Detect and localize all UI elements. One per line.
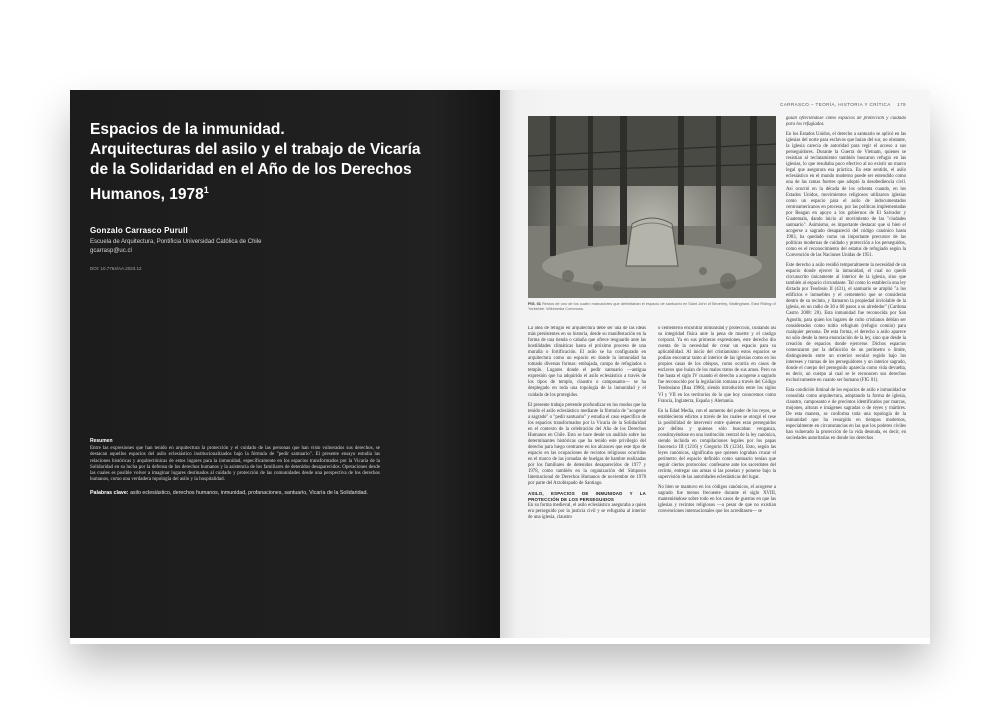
- keywords-label: Palabras clave:: [90, 489, 129, 496]
- paragraph: Este derecho a asilo residió temporalmente la necesidad de un espacio donde ejercer la inmunidad, el cual no quedó circunscrito únicamente al interior de la iglesia, sino que también al espacio circundante. Tal como lo establecía una ley dictada por Teodosio II (431), el santuario se amplió "a los edificios e inmuebles y el cementerio que se consideran dentro de su recinto, y llamaron la propiedad inviolable de la iglesia, en un radio de 30 a 60 pasos a su alrededor" (Cardona Castro 2008: 20). Esta inmunidad fue reconocida por San Agustín, para quien los lugares de culto cristianos debían ser considerados como tuitio refugium (refugio común) para cualquier persona. De esta forma, el derecho a asilo aparece no sólo desde la mera enunciación de la ley, sino que desde la creación de espacios donde ejercerse. Dichos espacios comenzaron por la definición de un perímetro o límite, distinguiendo entre un exterior secular regido bajo los intereses y tramas de los perseguidores y un interior sagrado, donde el cuerpo del perseguido aparecía como vida devuelta, es decir, un cuerpo al cual se le reconocen sus derechos exclusivamente en cuanto ser humano (FIG 01).: [786, 263, 906, 383]
- author-email: gcarrasp@uc.cl: [90, 248, 132, 254]
- figure-caption: [528, 301, 776, 311]
- doi: DOI: 10.7764/AA.2023.12: [90, 266, 142, 271]
- author-name: Gonzalo Carrasco Purull: [90, 226, 188, 235]
- paragraph: El presente trabajo pretende profundizar en los modos que ha tenido el asilo eclesiástico mediante la fórmula de "acogerse a sagrado" o "pedir santuario" y estudia el caso específico de los espacios transformados por la Vicaría de la Solidaridad en el contexto de la celebración del Año de los Derechos Humanos en Chile. Esto se hace desde un análisis sobre las determinantes históricas que ha tenido este privilegio del derecho para luego centrarse en los alcances que este tipo de espacio en las ocupaciones de recintos religiosos ocurridas en el marco de las jornadas de huelgas de hambre realizadas por los familiares de detenidos desaparecidos de 1977 y 1978, como también en la organización del Simposio Internacional de Derechos Humanos de noviembre de 1978 por parte del Arzobispado de Santiago.: [528, 402, 646, 487]
- article-title: [90, 120, 490, 205]
- sanctuary-marker-photo: [528, 116, 776, 298]
- author-affiliation: Escuela de Arquitectura, Pontificia Universidad Católica de Chile: [90, 239, 262, 245]
- title-line: Espacios de la inmunidad.: [90, 121, 285, 138]
- text-column-1: [528, 326, 646, 638]
- right-page: [500, 90, 930, 638]
- paragraph: o cementerio encontrar inmunidad y protección, cuidando así su integridad física ante la pena de muerte y el castigo corporal. Ya en sus primeras expresiones, este derecho dio cuenta de la necesidad de crear un espacio para su aplicabilidad. Al inicio del cristianismo estos espacios se podían encontrar tanto al interior de las iglesias como en los propios casas de los obispos, como ocurría en casos de esclavos que huían de los malos tratos de sus amos. Pero no fue hasta el siglo IV cuando el derecho a acogerse a sagrado fue reconocido por la legislación romana a través del Código Teodosiano (Rua 1986), siendo introducido entre los siglos VI y VII en los territorios de lo que hoy conocemos como Francia, Inglaterra, España y Alemania.: [658, 326, 776, 404]
- left-page: [70, 90, 500, 638]
- paragraph: La idea de refugio en arquitectura debe ser una de las ideas más persistentes en su historia, desde su manifestación en la forma de una tienda o cabaña que ofrece resguardo ante las hostilidades climáticas hasta el próximo proceso de una muralla o fortificación. El asilo se ha configurado en arquitectura como un espacio en donde la inmunidad ha tomado diversas formas: embajada, campo de refugiados o templo. Lugares donde el pedir santuario —antigua expresión que ha adquirido el asilo eclesiástico a través de los tipos de templo, claustro o camposanto— se ha desplegado en toda una topología de la inmunidad y el cuidado de los protegidos.: [528, 326, 646, 398]
- keywords-text: asilo eclesiástico, derechos humanos, inmunidad, profanaciones, santuario, Vicaría de la Solidaridad.: [130, 489, 368, 496]
- figure-photo: [528, 116, 776, 298]
- paragraph: Esta condición liminal de los espacios de asilo e inmunidad se consolida como arquitectura, adoptando la forma de iglesia, claustro, camposanto e de precintos identificados por marcas, mojones, alturas e imágenes sagradas o de reyes y mártires. De esta manera, se conforma toda una topología de la inmunidad que ha resurgido en tiempos modernos, especialmente en circunstancias en las que los poderes civiles han vulnerado la protección de la vida desnuda, es decir, en sociedades autoritarias en donde los derechos: [786, 388, 906, 442]
- page-number: 179: [897, 102, 906, 107]
- paragraph: En los Estados Unidos, el derecho a santuario se aplicó en las iglesias del norte para esclavos que huían del sur, no obstante, la iglesia carecía de autoridad para regir el acceso a sus perseguidores. Durante la Guerra de Vietnam, quienes se resistían al reclutamiento también buscaron refugio en las iglesias, lo que resultaba poco efectivo al no existir un marco legal que asegurara esa práctica. En este sentido, el asilo eclesiástico en el mundo moderno puede ser entendido como una de las ramas fuertes que adoptó la desobediencia civil. Así ocurrió en la década de los ochenta cuando, en los Estados Unidos, movimientos religiosos utilizaron iglesias como un espacio para el asilo de indocumentados centroamericanos en proceso, por las políticas implementadas por Reagan en apoyo a los gobiernos de El Salvador y Guatemala, dando inicio al movimiento de las "ciudades santuario". Asimismo, es importante destacar que si bien el acogerse a sagrado desapareció del código canónico hasta 1983, ha quedado como un importante precursor de las políticas modernas de cuidado y protección a los perseguidos, como es el reconocimiento del estatus de refugiado según la Convención de las Naciones Unidas de 1951.: [786, 132, 906, 259]
- caption-text: Restos de uno de los cuatro marcadores que delimitaban el espacio de santuario en Saint John of Beverley, Wallingham, East Riding of Yorkshire. Wikimedia Commons.: [528, 301, 776, 311]
- abstract-heading: Resumen: [90, 438, 113, 444]
- keywords: [90, 490, 380, 497]
- title-line: Arquitecturas del asilo y el trabajo de Vicaría: [90, 141, 421, 158]
- paragraph: guían ofreciéndose como espacios de protección y cuidado para los refugiados.: [786, 116, 906, 128]
- section-subheading: ASILO, ESPACIOS DE INMUNIDAD Y LA PROTECCIÓN DE LOS PERSEGUIDOS: [528, 491, 646, 502]
- caption-label: FIG. 01: [528, 301, 541, 306]
- title-line: [90, 180, 490, 205]
- paragraph: En su forma medieval, el asilo eclesiástico aseguraba a quien era perseguido por la justicia civil y se refugiaba al interior de una iglesia, claustro: [528, 503, 646, 521]
- running-head-text: CARRASCO – TEORÍA, HISTORIA Y CRÍTICA: [779, 102, 891, 107]
- footnote-marker: 1: [203, 185, 209, 195]
- title-line: de la Solidaridad en el Año de los Derechos: [90, 161, 412, 178]
- running-head: [780, 102, 906, 107]
- paragraph: En la Edad Media, con el aumento del poder de los reyes, se establecieron edictos a través de los cuales se otorgó el cese la posibilidad de intervenir entre quienes eran perseguidos por delitos y quienes sólo buscaban venganza, constituyéndose en una institución central de la ley canónica, siendo incluida en compilaciones legales por los papas Inocencio III (1216) y Gregorio IX (1234). Esto, según las leyes canónicas, significaba que quienes lograban cruzar el perímetro del espacio definido como santuario tenían que seguir ciertos protocolos: confesarse ante los sacerdotes del recinto, entregar sus armas si las poseían y ponerse bajo la supervisión de las autoridades eclesiásticas del lugar.: [658, 408, 776, 481]
- text-column-3: [786, 116, 906, 638]
- abstract-text: Entre las expresiones que han tenido en arquitectura la protección y el cuidado de las personas que han visto vulnerados sus derechos, se destacan aquellos espacios del asilo eclesiástico institucionalizados bajo la fórmula de "pedir santuario". El presente ensayo estudia las relaciones históricas y arquitectónicas de estos lugares para la inmunidad, específicamente en los espacios transformados por la Vicaría de la Solidaridad en su lucha por la defensa de los derechos humanos y la asistencia de los familiares de detenidos desaparecidos. Operaciones desde las cuales es posible volver a imaginar lugares destinados al cuidado y protección de las comunidades desde una perspectiva de los derechos humanos, como una verdadera topología del asilo y la hospitalidad.: [90, 446, 380, 483]
- paragraph: No bien se mantuvo en los códigos canónicos, el acogerse a sagrado fue menos frecuente durante el siglo XVIII, manteniéndose sobre todo en los casos de guerras en que las iglesias y recintos religiosos —a pesar de que no existían convenciones internacionales que los acreditasen— se: [658, 485, 776, 515]
- abstract: [90, 438, 380, 497]
- text-column-2: [658, 326, 776, 638]
- title-line-text: Humanos, 1978: [90, 186, 204, 204]
